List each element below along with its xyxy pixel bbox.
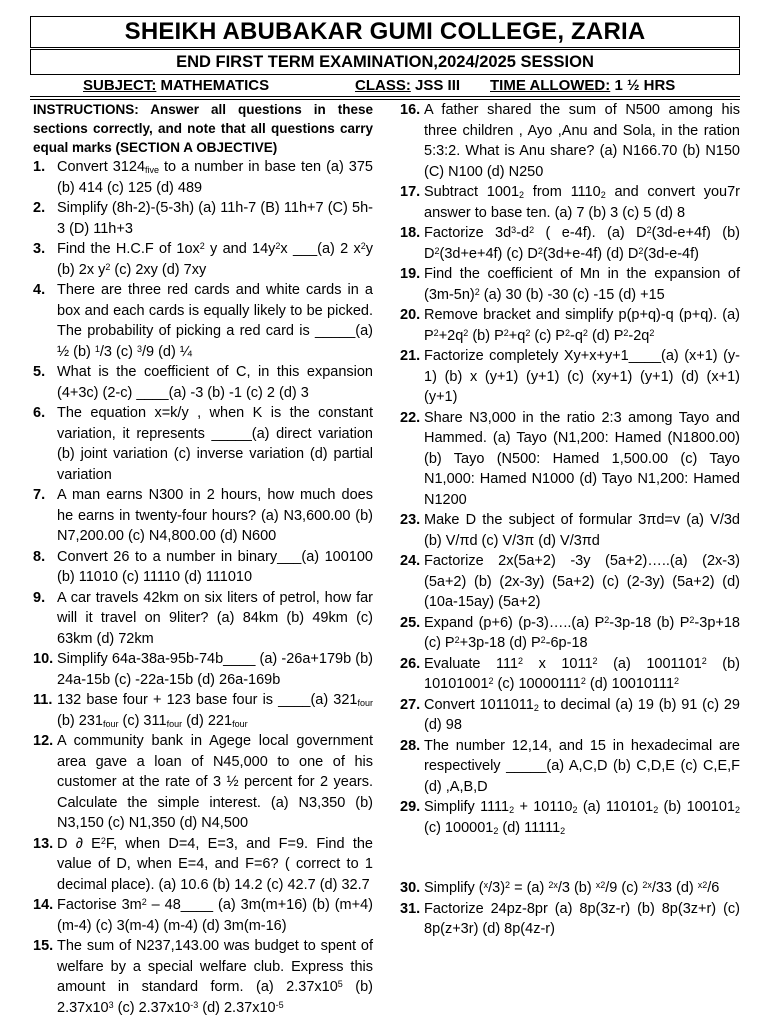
question-number: 11.: [33, 692, 53, 708]
question-number: 21.: [400, 348, 421, 364]
question-number: 4.: [33, 282, 46, 298]
question-item: [33, 239, 373, 280]
question-text: Convert $3124_{five}$ to a number in base ten (a) 375 (b) 414 (c) 125 (d) 489: [57, 159, 373, 196]
question-item: [400, 878, 740, 899]
question-text: Share N3,000 in the ratio 2:3 among Tayo and Hammed. (a) Tayo (N1,200: Hamed (N1800.00) (b) Tayo (N500: Hamed 1,500.00 (c) Tayo N1,000: Hamed N1000 (d) Tayo N1,200: Hamed N1200: [424, 409, 740, 508]
question-number: 30.: [400, 880, 421, 896]
question-item: [400, 899, 740, 940]
question-item: [33, 895, 373, 936]
question-text: Subtract $1001_2$ from $1110_2$ and convert you7r answer to base ten. (a) 7 (b) 3 (c) 5 (d) 8: [424, 184, 740, 221]
question-item: [33, 547, 373, 588]
question-number: 14.: [33, 897, 54, 913]
question-item: [400, 223, 740, 264]
question-number: 7.: [33, 487, 46, 503]
exam-title: END FIRST TERM EXAMINATION,2024/2025 SESSION: [176, 53, 594, 71]
college-title: SHEIKH ABUBAKAR GUMI COLLEGE, ZARIA: [124, 18, 646, 45]
question-item: [33, 731, 373, 834]
question-text: Simplify $1111_2 + 10110_2$ (a) $110101_2$ (b) $100101_2$ (c) $100001_2$ (d) $11111_2$: [424, 799, 740, 836]
question-number: 27.: [400, 696, 421, 713]
question-item: [33, 588, 373, 650]
question-number: 31.: [400, 900, 421, 917]
question-number: 16.: [400, 102, 421, 118]
question-number: 18.: [400, 225, 421, 241]
question-item: [400, 797, 740, 838]
question-number: 9.: [33, 589, 46, 606]
question-text: A car travels 42km on six liters of petrol, how far will it travel on 9liter? (a) 84km (b) 49km (c) 63km (d) 72km: [57, 589, 373, 647]
question-number: 24.: [400, 553, 421, 569]
question-number: 2.: [33, 200, 46, 216]
question-number: 23.: [400, 512, 421, 528]
question-text: Make D the subject of formular 3πd=v (a) V/3d (b) V/πd (c) V/3π (d) V/3πd: [424, 512, 740, 549]
question-text: The equation x=k/y , when K is the constant variation, it represents _____(a) direct variation (b) joint variation (c) inverse variation (d) partial variation: [57, 405, 373, 483]
left-column: [33, 100, 373, 1018]
exam-details-row: [30, 75, 740, 95]
question-item: [400, 695, 740, 736]
question-item: [400, 305, 740, 346]
question-item: [400, 182, 740, 223]
question-text: Simplify $(^x/3)^2 = (a)$ $^{2x}$/3 (b) $^{x2}$/9 (c) $^{2x}$/33 (d) $^{x2}$/6: [424, 880, 720, 896]
question-text: A father shared the sum of N500 among his three children , Ayo ,Anu and Sola, in the ration 5:3:2. What is Anu share? (a) N166.70 (b) N150 (C) N100 (d) N250: [424, 102, 740, 180]
question-text: Remove bracket and simplify p(p+q)-q (p+q). (a) $P^2+2q^2$ (b) $P^2+q^2$ (c) $P^2-q^2$ (d) $P^2-2q^2$: [424, 307, 740, 344]
question-number: 3.: [33, 241, 46, 257]
question-number: 17.: [400, 184, 421, 200]
question-text: 132 base four + 123 base four is ____(a) $321_{four}$ (b) $231_{four}$ (c) $311_{four}$ (d) $221_{four}$: [57, 692, 373, 729]
question-item: [400, 346, 740, 408]
question-number: 29.: [400, 799, 421, 815]
right-column: [400, 100, 740, 940]
question-text: Simplify (8h-2)-(5-3h) (a) 11h-7 (B) 11h+7 (C) 5h-3 (D) 11h+3: [57, 200, 373, 237]
question-item: [400, 654, 740, 695]
question-number: 20.: [400, 307, 421, 323]
question-text: Convert 26 to a number in binary___(a) 100100 (b) 11010 (c) 11110 (d) 111010: [57, 548, 373, 585]
question-number: 12.: [33, 733, 54, 749]
question-text: The sum of N237,143.00 was budget to spent of welfare by a special welfare club. Express this amount in standard form. (a) $2.37x10^5$ (b) $2.37x10^3$ (c) $2.37x10^{-3}$ (d) $2.37x10^{-5}$: [57, 938, 374, 1016]
class-info: CLASS: JSS III: [355, 77, 461, 94]
exam-title-box: [30, 49, 740, 75]
question-item: [400, 736, 740, 798]
question-number: 28.: [400, 737, 421, 754]
question-item: [33, 649, 373, 690]
question-text: Factorize $3d^3-d^2$ ( e-4f). (a) $D^2(3d-e+4f)$ (b) $D^2(3d+e+4f)$ (c) $D^2(3d+e-4f)$ (d) $D^2(3d-e-4f)$: [424, 225, 740, 262]
subject-info: SUBJECT: MATHEMATICS: [83, 77, 270, 94]
question-item: [400, 510, 740, 551]
question-text: Evaluate $111^2$ x 1011$^2$ (a) 1001101$^2$ (b) 10101001$^2$ (c) 10000111$^2$ (d) 10010111$^2$: [424, 655, 741, 692]
college-title-box: [30, 16, 740, 48]
question-number: 26.: [400, 655, 421, 672]
question-number: 1.: [33, 159, 46, 175]
divider-line: [30, 96, 740, 97]
question-item: [33, 198, 373, 239]
question-number: 13.: [33, 835, 54, 852]
question-text: Factorize 24pz-8pr (a) 8p(3z-r) (b) 8p(3z+r) (c) 8p(z+3r) (d) 8p(4z-r): [424, 900, 740, 937]
question-item: [400, 551, 740, 613]
question-number: 5.: [33, 364, 46, 380]
question-item: [400, 264, 740, 305]
question-text: Factorize 2x(5a+2) -3y (5a+2)…..(a) (2x-3) (5a+2) (b) (2x-3y) (5a+2) (c) (2-3y) (5a+2) (d) (10a-15ay) (5a+2): [424, 553, 740, 610]
question-text: Factorize completely Xy+x+y+1____(a) (x+1) (y-1) (b) x (y+1) (y+1) (c) (xy+1) (y+1) (d) (x+1) (y+1): [424, 348, 740, 405]
question-number: 8.: [33, 548, 46, 565]
blank-space: [400, 838, 740, 878]
time-allowed-info: TIME ALLOWED: 1 ½ HRS: [490, 77, 676, 94]
question-number: 6.: [33, 405, 46, 421]
question-item: [33, 834, 373, 896]
question-item: [400, 100, 740, 182]
question-number: 25.: [400, 614, 421, 631]
question-item: [33, 485, 373, 547]
question-number: 19.: [400, 266, 421, 282]
question-text: D ∂ $E^2F$, when D=4, E=3, and F=9. Find the value of D, when E=4, and F=6? ( correct to 1 decimal place). (a) 10.6 (b) 14.2 (c) 42.7 (d) 32.7: [57, 835, 373, 893]
question-item: [400, 613, 740, 654]
question-text: A man earns N300 in 2 hours, how much does he earns in twenty-four hours? (a) N3,600.00 (b) N7,200.00 (c) N4,800.00 (d) N600: [57, 487, 373, 544]
question-text: What is the coefficient of C, in this expansion (4+3c) (2-c) ____(a) -3 (b) -1 (c) 2 (d) 3: [57, 364, 373, 401]
question-item: [33, 690, 373, 731]
question-text: Find the coefficient of Mn in the expansion of $(3m-5n)^2$ (a) 30 (b) -30 (c) -15 (d) +15: [424, 266, 740, 303]
question-text: Expand (p+6) (p-3)…..(a) $P^2-3p-18$ (b) $P^2-3p+18$ (c) $P^2+3p-18$ (d) $P^2-6p-18$: [424, 614, 740, 651]
question-text: Simplify 64a-38a-95b-74b____ (a) -26a+179b (b) 24a-15b (c) -22a-15b (d) 26a-169b: [57, 651, 373, 688]
question-number: 22.: [400, 409, 421, 426]
question-number: 15.: [33, 938, 54, 954]
question-item: [33, 936, 373, 1018]
question-text: Find the H.C.F of $1ox^2$ y and $14y^2x$ ___(a) 2 $x^2y$ (b) 2x $y^2$ (c) 2xy (d) 7xy: [57, 241, 373, 278]
question-text: Factorise $3m^2$ – 48____ (a) 3m(m+16) (b) (m+4) (m-4) (c) 3(m-4) (m-4) (d) 3m(m-16): [57, 897, 373, 934]
question-text: There are three red cards and white cards in a box and each cards is equally likely to be picked. The probability of picking a red card is _____(a) ½ (b) $^1$/3 (c) $^3$/9 (d) ¼: [57, 282, 373, 360]
question-item: [33, 280, 373, 362]
question-text: Convert $1011011_2$ to decimal (a) 19 (b) 91 (c) 29 (d) 98: [424, 696, 740, 733]
question-number: 10.: [33, 651, 54, 667]
question-item: [33, 362, 373, 403]
question-item: [33, 157, 373, 198]
question-text: A community bank in Agege local government area gave a loan of N45,000 to one of his customer at the rate of 3 ½ percent for 2 years. Calculate the simple interest. (a) N3,350 (b) N3,150 (c) N1,350 (d) N4,500: [57, 733, 373, 831]
question-item: [400, 408, 740, 511]
instructions: INSTRUCTIONS: Answer all questions in these sections correctly, and note that all questions carry equal marks (SECTION A OBJECTIVE): [33, 102, 373, 155]
question-text: The number 12,14, and 15 in hexadecimal are respectively _____(a) A,C,D (b) C,D,E (c) C,E,F (d) ,A,B,D: [424, 737, 740, 795]
question-item: [33, 403, 373, 485]
